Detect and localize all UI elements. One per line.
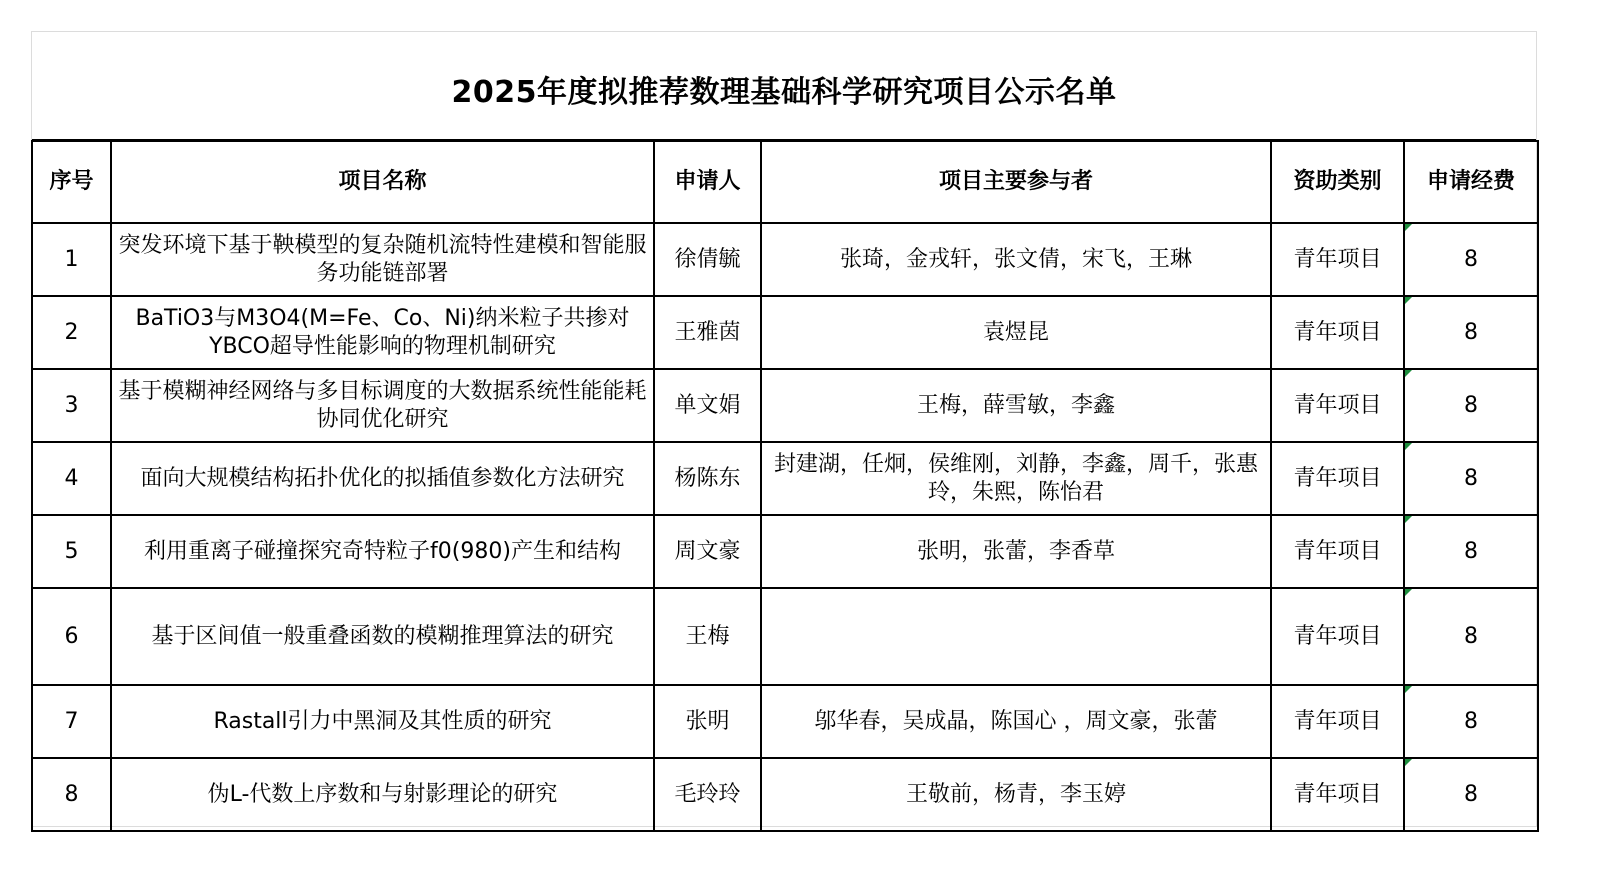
cell-category[interactable]: 青年项目 — [1271, 758, 1404, 831]
table-row — [32, 369, 1538, 442]
cell-funding[interactable] — [1404, 223, 1538, 296]
cell-applicant[interactable]: 周文豪 — [654, 515, 761, 588]
table-row — [32, 758, 1538, 831]
cell-funding[interactable] — [1404, 442, 1538, 515]
header-applicant: 申请人 — [654, 141, 761, 223]
cell-project-name[interactable]: 利用重离子碰撞探究奇特粒子f0(980)产生和结构 — [111, 515, 654, 588]
number-as-text-marker — [1405, 224, 1412, 231]
cell-category[interactable]: 青年项目 — [1271, 369, 1404, 442]
cell-participants[interactable] — [761, 588, 1271, 685]
cell-funding[interactable] — [1404, 758, 1538, 831]
cell-seq[interactable]: 3 — [32, 369, 111, 442]
cell-applicant[interactable]: 杨陈东 — [654, 442, 761, 515]
cell-funding[interactable] — [1404, 369, 1538, 442]
cell-category[interactable]: 青年项目 — [1271, 296, 1404, 369]
title-row — [32, 32, 1536, 141]
funding-value: 8 — [1464, 538, 1478, 564]
spreadsheet — [31, 31, 1537, 827]
funding-value: 8 — [1464, 623, 1478, 649]
header-funding: 申请经费 — [1404, 141, 1538, 223]
number-as-text-marker — [1405, 686, 1412, 693]
cell-category[interactable]: 青年项目 — [1271, 515, 1404, 588]
cell-category[interactable]: 青年项目 — [1271, 442, 1404, 515]
cell-project-name[interactable]: 基于区间值一般重叠函数的模糊推理算法的研究 — [111, 588, 654, 685]
cell-seq[interactable]: 6 — [32, 588, 111, 685]
number-as-text-marker — [1405, 759, 1412, 766]
cell-category[interactable]: 青年项目 — [1271, 685, 1404, 758]
table-row — [32, 442, 1538, 515]
cell-seq[interactable]: 4 — [32, 442, 111, 515]
cell-participants[interactable]: 封建湖，任炯，侯维刚，刘静，李鑫，周千，张惠玲，朱熙，陈怡君 — [761, 442, 1271, 515]
cell-funding[interactable] — [1404, 515, 1538, 588]
cell-category[interactable]: 青年项目 — [1271, 223, 1404, 296]
funding-value: 8 — [1464, 708, 1478, 734]
cell-applicant[interactable]: 王梅 — [654, 588, 761, 685]
table-row — [32, 515, 1538, 588]
header-participants: 项目主要参与者 — [761, 141, 1271, 223]
number-as-text-marker — [1405, 370, 1412, 377]
table-row — [32, 296, 1538, 369]
header-seq: 序号 — [32, 141, 111, 223]
table-row — [32, 223, 1538, 296]
cell-project-name[interactable]: Rastall引力中黑洞及其性质的研究 — [111, 685, 654, 758]
cell-applicant[interactable]: 张明 — [654, 685, 761, 758]
cell-seq[interactable]: 5 — [32, 515, 111, 588]
funding-value: 8 — [1464, 392, 1478, 418]
header-row — [32, 141, 1538, 223]
cell-funding[interactable] — [1404, 588, 1538, 685]
cell-participants[interactable]: 张明，张蕾，李香草 — [761, 515, 1271, 588]
cell-participants[interactable]: 王敬前，杨青，李玉婷 — [761, 758, 1271, 831]
cell-applicant[interactable]: 毛玲玲 — [654, 758, 761, 831]
cell-project-name[interactable]: 基于模糊神经网络与多目标调度的大数据系统性能能耗协同优化研究 — [111, 369, 654, 442]
cell-project-name[interactable]: BaTiO3与M3O4(M=Fe、Co、Ni)纳米粒子共掺对YBCO超导性能影响的物理机制研究 — [111, 296, 654, 369]
number-as-text-marker — [1405, 589, 1412, 596]
cell-applicant[interactable]: 单文娟 — [654, 369, 761, 442]
cell-project-name[interactable]: 伪L-代数上序数和与射影理论的研究 — [111, 758, 654, 831]
cell-applicant[interactable]: 徐倩毓 — [654, 223, 761, 296]
header-project-name: 项目名称 — [111, 141, 654, 223]
funding-value: 8 — [1464, 319, 1478, 345]
cell-project-name[interactable]: 突发环境下基于鞅模型的复杂随机流特性建模和智能服务功能链部署 — [111, 223, 654, 296]
cell-project-name[interactable]: 面向大规模结构拓扑优化的拟插值参数化方法研究 — [111, 442, 654, 515]
table-row — [32, 588, 1538, 685]
page-title: 2025年度拟推荐数理基础科学研究项目公示名单 — [451, 74, 1117, 110]
cell-funding[interactable] — [1404, 685, 1538, 758]
funding-value: 8 — [1464, 246, 1478, 272]
cell-applicant[interactable]: 王雅茵 — [654, 296, 761, 369]
funding-value: 8 — [1464, 781, 1478, 807]
number-as-text-marker — [1405, 516, 1412, 523]
cell-category[interactable]: 青年项目 — [1271, 588, 1404, 685]
cell-seq[interactable]: 7 — [32, 685, 111, 758]
number-as-text-marker — [1405, 297, 1412, 304]
cell-participants[interactable]: 袁煜昆 — [761, 296, 1271, 369]
cell-seq[interactable]: 1 — [32, 223, 111, 296]
cell-participants[interactable]: 张琦，金戎轩，张文倩，宋飞，王琳 — [761, 223, 1271, 296]
funding-value: 8 — [1464, 465, 1478, 491]
cell-participants[interactable]: 邬华春，吴成晶，陈国心 ，周文豪，张蕾 — [761, 685, 1271, 758]
cell-participants[interactable]: 王梅，薛雪敏，李鑫 — [761, 369, 1271, 442]
header-category: 资助类别 — [1271, 141, 1404, 223]
project-table — [31, 140, 1539, 832]
cell-funding[interactable] — [1404, 296, 1538, 369]
cell-seq[interactable]: 8 — [32, 758, 111, 831]
number-as-text-marker — [1405, 443, 1412, 450]
table-row — [32, 685, 1538, 758]
cell-seq[interactable]: 2 — [32, 296, 111, 369]
